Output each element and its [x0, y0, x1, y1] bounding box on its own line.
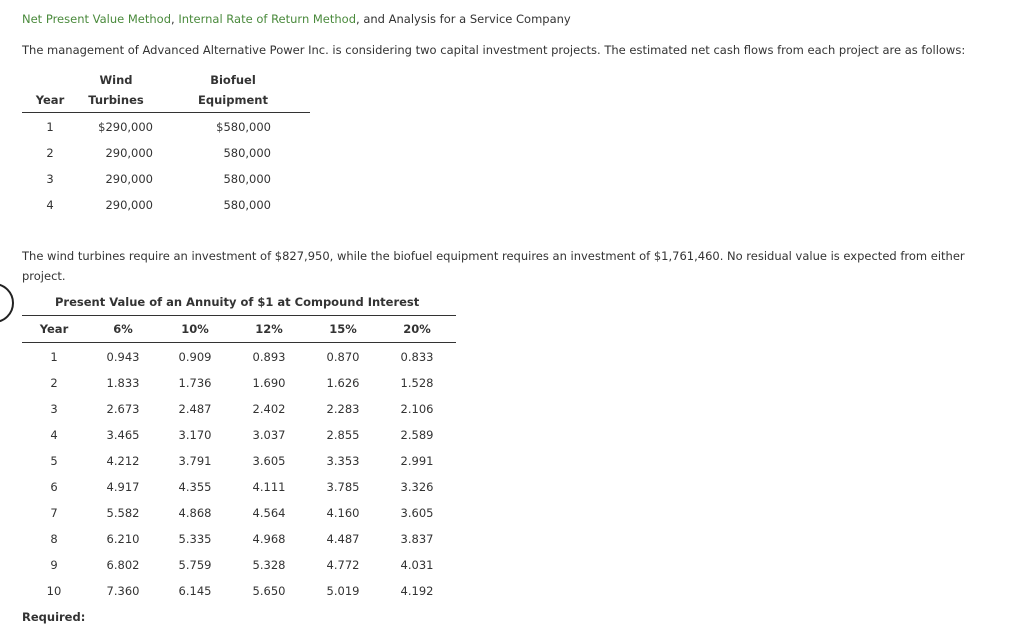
annuity-cell-factor: 4.772 [326, 558, 360, 572]
annuity-header-year: Year [39, 322, 69, 336]
cf-cell-year: 4 [46, 198, 54, 212]
investment-text: The wind turbines require an investment of $827,950, while the biofuel equipment requires an investment of $1,761,460. No residual value is expected from either project. [22, 249, 965, 283]
annuity-cell-factor: 7.360 [106, 584, 140, 598]
cf-header-wind-2: Turbines [88, 93, 144, 107]
annuity-header-rate: 15% [329, 322, 357, 336]
annuity-cell-factor: 0.833 [400, 350, 434, 364]
annuity-cell-year: 6 [50, 480, 58, 494]
cf-header-year: Year [35, 93, 65, 107]
page-title [22, 12, 571, 26]
annuity-cell-year: 8 [50, 532, 58, 546]
annuity-cell-factor: 4.160 [326, 506, 360, 520]
annuity-cell-factor: 3.605 [400, 506, 434, 520]
annuity-header-rate: 10% [181, 322, 209, 336]
annuity-cell-factor: 4.031 [400, 558, 434, 572]
cf-header-bio-2: Equipment [198, 93, 268, 107]
annuity-cell-factor: 3.837 [400, 532, 434, 546]
cf-cell-biofuel: 580,000 [223, 198, 271, 212]
annuity-cell-factor: 5.335 [178, 532, 212, 546]
cf-cell-biofuel: $580,000 [216, 120, 271, 134]
annuity-cell-factor: 4.111 [252, 480, 286, 494]
annuity-cell-factor: 4.868 [178, 506, 212, 520]
annuity-cell-factor: 6.210 [106, 532, 140, 546]
annuity-cell-factor: 4.917 [106, 480, 140, 494]
annuity-cell-factor: 0.909 [178, 350, 212, 364]
annuity-header-rate: 6% [113, 322, 133, 336]
annuity-cell-factor: 2.589 [400, 428, 434, 442]
annuity-cell-factor: 1.690 [252, 376, 286, 390]
cf-header-rule [22, 112, 310, 113]
annuity-cell-factor: 2.855 [326, 428, 360, 442]
annuity-cell-factor: 1.626 [326, 376, 360, 390]
annuity-cell-year: 1 [50, 350, 58, 364]
cf-cell-wind: $290,000 [98, 120, 153, 134]
annuity-header-rate: 12% [255, 322, 283, 336]
annuity-cell-factor: 6.802 [106, 558, 140, 572]
cf-cell-wind: 290,000 [105, 172, 153, 186]
annuity-cell-factor: 2.487 [178, 402, 212, 416]
cf-cell-wind: 290,000 [105, 146, 153, 160]
circle-marker[interactable] [0, 283, 14, 323]
cf-header-bio-1: Biofuel [210, 73, 256, 87]
annuity-header-rule [22, 342, 456, 343]
cf-cell-wind: 290,000 [105, 198, 153, 212]
annuity-header-rate: 20% [403, 322, 431, 336]
annuity-cell-factor: 0.943 [106, 350, 140, 364]
annuity-cell-year: 5 [50, 454, 58, 468]
annuity-cell-factor: 2.106 [400, 402, 434, 416]
annuity-cell-factor: 3.037 [252, 428, 286, 442]
cf-cell-year: 3 [46, 172, 54, 186]
annuity-cell-factor: 3.170 [178, 428, 212, 442]
annuity-cell-year: 7 [50, 506, 58, 520]
annuity-cell-year: 4 [50, 428, 58, 442]
annuity-cell-factor: 4.212 [106, 454, 140, 468]
annuity-cell-factor: 1.736 [178, 376, 212, 390]
annuity-cell-factor: 6.145 [178, 584, 212, 598]
annuity-cell-factor: 5.328 [252, 558, 286, 572]
annuity-cell-factor: 2.283 [326, 402, 360, 416]
annuity-cell-year: 10 [46, 584, 62, 598]
annuity-table-title: Present Value of an Annuity of $1 at Compound Interest [55, 295, 420, 309]
annuity-cell-factor: 5.582 [106, 506, 140, 520]
required-label: Required: [22, 610, 86, 624]
cf-header-wind-1: Wind [99, 73, 133, 87]
annuity-cell-factor: 4.192 [400, 584, 434, 598]
irr-method-link[interactable]: Internal Rate of Return Method [178, 12, 357, 26]
annuity-cell-factor: 5.019 [326, 584, 360, 598]
annuity-cell-year: 2 [50, 376, 58, 390]
cf-cell-year: 1 [46, 120, 54, 134]
annuity-cell-factor: 5.650 [252, 584, 286, 598]
annuity-cell-factor: 0.870 [326, 350, 360, 364]
annuity-cell-factor: 3.326 [400, 480, 434, 494]
title-separator: , [171, 12, 179, 26]
cf-cell-biofuel: 580,000 [223, 172, 271, 186]
annuity-cell-factor: 3.465 [106, 428, 140, 442]
annuity-cell-factor: 3.785 [326, 480, 360, 494]
annuity-cell-factor: 3.353 [326, 454, 360, 468]
cf-cell-year: 2 [46, 146, 54, 160]
annuity-cell-factor: 0.893 [252, 350, 286, 364]
annuity-cell-factor: 1.528 [400, 376, 434, 390]
annuity-cell-factor: 3.791 [178, 454, 212, 468]
annuity-cell-factor: 2.402 [252, 402, 286, 416]
annuity-cell-factor: 1.833 [106, 376, 140, 390]
annuity-cell-year: 9 [50, 558, 58, 572]
cf-cell-biofuel: 580,000 [223, 146, 271, 160]
annuity-cell-factor: 4.487 [326, 532, 360, 546]
annuity-cell-factor: 5.759 [178, 558, 212, 572]
npv-method-link[interactable]: Net Present Value Method [22, 12, 172, 26]
annuity-cell-factor: 4.355 [178, 480, 212, 494]
annuity-cell-factor: 4.968 [252, 532, 286, 546]
annuity-cell-factor: 2.991 [400, 454, 434, 468]
annuity-cell-factor: 2.673 [106, 402, 140, 416]
title-rest: , and Analysis for a Service Company [356, 12, 571, 26]
annuity-title-rule [22, 315, 456, 316]
annuity-cell-factor: 4.564 [252, 506, 286, 520]
annuity-cell-year: 3 [50, 402, 58, 416]
intro-text: The management of Advanced Alternative Power Inc. is considering two capital investment projects. The estimated net cash flows from each project are as follows: [22, 43, 966, 57]
annuity-cell-factor: 3.605 [252, 454, 286, 468]
